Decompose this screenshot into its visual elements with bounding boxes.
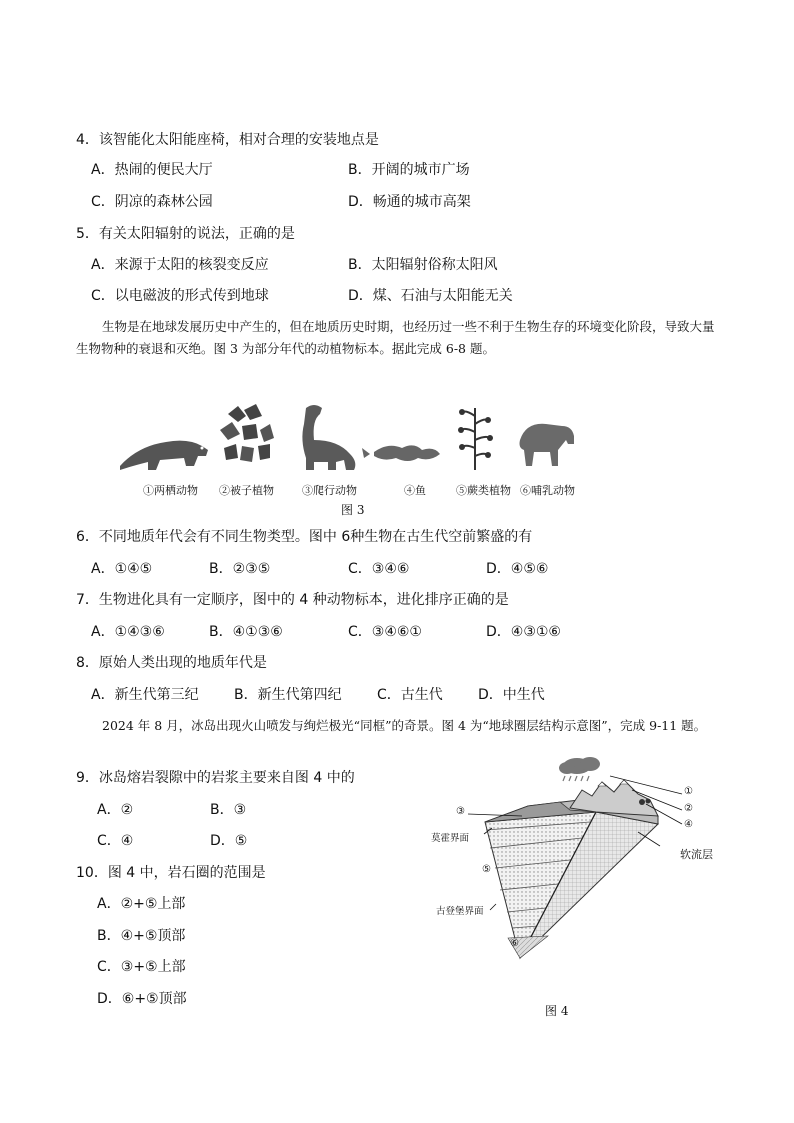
question-9-option-a[interactable]: A．②: [97, 802, 134, 818]
figure-4-gutenberg-label: 古登堡界面: [436, 906, 484, 917]
figure-4-diagram: [420, 750, 720, 1000]
figure-3-label-fish: ④鱼: [404, 484, 426, 497]
figure-4-marker-2: ②: [684, 803, 693, 814]
question-4-option-a[interactable]: A．热闹的便民大厅: [91, 162, 213, 178]
question-10-stem: 10．图 4 中，岩石圈的范围是: [76, 865, 266, 881]
question-9-stem: 9．冰岛熔岩裂隙中的岩浆主要来自图 4 中的: [76, 770, 355, 786]
question-7-stem: 7．生物进化具有一定顺序，图中的 4 种动物标本，进化排序正确的是: [76, 592, 509, 608]
cloud-icon: [559, 757, 600, 781]
figure-3-caption: 图 3: [341, 503, 365, 517]
question-10-option-a[interactable]: A．②+⑤上部: [97, 896, 186, 912]
fish-icon: [362, 445, 440, 461]
question-4-option-b[interactable]: B．开阔的城市广场: [348, 162, 470, 178]
question-7-option-a[interactable]: A．①④③⑥: [91, 624, 165, 640]
angiosperm-icon: [220, 404, 274, 462]
question-6-option-d[interactable]: D．④⑤⑥: [486, 561, 549, 577]
question-8-option-d[interactable]: D．中生代: [478, 687, 545, 703]
question-5-option-d[interactable]: D．煤、石油与太阳能无关: [348, 288, 513, 304]
question-7-option-c[interactable]: C．③④⑥①: [348, 624, 422, 640]
question-9-option-b[interactable]: B．③: [210, 802, 247, 818]
question-6-option-a[interactable]: A．①④⑤: [91, 561, 153, 577]
question-10-option-b[interactable]: B．④+⑤顶部: [97, 928, 186, 944]
question-7-option-b[interactable]: B．④①③⑥: [209, 624, 283, 640]
figure-4-asthenosphere-label: 软流层: [680, 848, 713, 861]
question-10-option-d[interactable]: D．⑥+⑤顶部: [97, 991, 187, 1007]
question-10-option-c[interactable]: C．③+⑤上部: [97, 959, 186, 975]
figure-4-marker-5: ⑤: [482, 864, 491, 875]
question-5-option-c[interactable]: C．以电磁波的形式传到地球: [91, 288, 269, 304]
question-6-option-b[interactable]: B．②③⑤: [209, 561, 271, 577]
amphibian-icon: [120, 441, 208, 470]
figure-4-marker-3: ③: [456, 806, 465, 817]
question-6-stem: 6．不同地质年代会有不同生物类型。图中 6种生物在古生代空前繁盛的有: [76, 529, 533, 545]
figure-3-illustration: [118, 400, 588, 478]
question-8-option-b[interactable]: B．新生代第四纪: [234, 687, 342, 703]
question-8-option-a[interactable]: A．新生代第三纪: [91, 687, 199, 703]
figure-4-marker-1: ①: [684, 786, 693, 797]
question-5-option-b[interactable]: B．太阳辐射俗称太阳风: [348, 257, 498, 273]
figure-4-caption: 图 4: [545, 1004, 569, 1018]
figure-3-label-mammal: ⑥哺乳动物: [520, 484, 575, 497]
question-8-option-c[interactable]: C．古生代: [377, 687, 443, 703]
figure-3-label-angiosperm: ②被子植物: [219, 484, 274, 497]
passage-biology: 生物是在地球发展历史中产生的，但在地质历史时期，也经历过一些不利于生物生存的环境变化阶段，导致大量生物物种的衰退和灭绝。图 3 为部分年代的动植物标本。据此完成 6-8 题。: [76, 319, 715, 356]
question-4-option-d[interactable]: D．畅通的城市高架: [348, 194, 471, 210]
question-8-stem: 8．原始人类出现的地质年代是: [76, 655, 267, 671]
fern-icon: [458, 408, 493, 470]
question-4-stem: 4．该智能化太阳能座椅，相对合理的安装地点是: [76, 132, 379, 148]
figure-3-label-amphibian: ①两栖动物: [143, 484, 198, 497]
question-7-option-d[interactable]: D．④③①⑥: [486, 624, 561, 640]
question-4-option-c[interactable]: C．阴凉的森林公园: [91, 194, 213, 210]
question-5-option-a[interactable]: A．来源于太阳的核裂变反应: [91, 257, 269, 273]
figure-3-label-fern: ⑤蕨类植物: [456, 484, 511, 497]
passage-iceland: 2024 年 8 月，冰岛出现火山喷发与绚烂极光“同框”的奇景。图 4 为“地球圈层结构示意图”，完成 9-11 题。: [102, 718, 707, 733]
reptile-icon: [302, 405, 355, 470]
mammal-icon: [520, 424, 575, 466]
figure-4-moho-label: 莫霍界面: [431, 833, 470, 844]
question-6-option-c[interactable]: C．③④⑥: [348, 561, 410, 577]
figure-4-marker-4: ④: [684, 819, 693, 830]
figure-3-label-reptile: ③爬行动物: [302, 484, 357, 497]
figure-4-marker-6: ⑥: [510, 938, 519, 949]
question-5-stem: 5．有关太阳辐射的说法，正确的是: [76, 226, 295, 242]
question-9-option-c[interactable]: C．④: [97, 833, 134, 849]
question-9-option-d[interactable]: D．⑤: [210, 833, 248, 849]
